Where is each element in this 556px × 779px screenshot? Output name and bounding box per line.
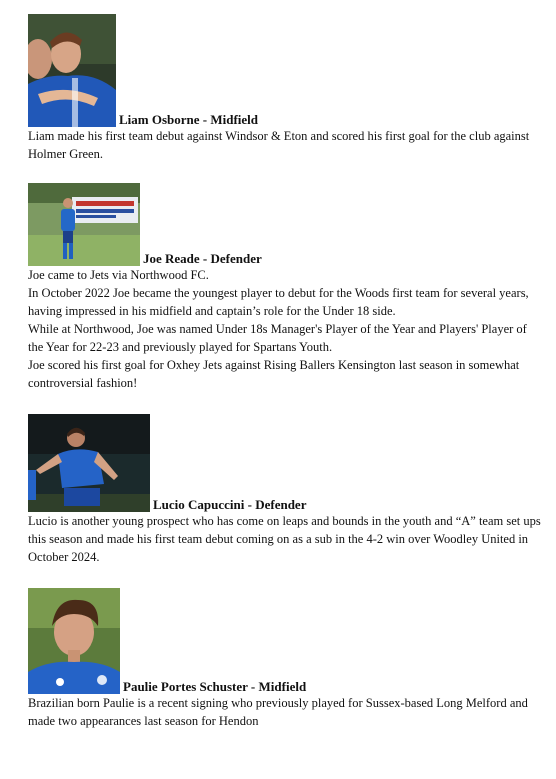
player-header — [28, 588, 542, 694]
player-lucio-capuccini — [28, 414, 542, 566]
player-paulie-portes-schuster — [28, 588, 542, 730]
bio-paragraph: In October 2022 Joe became the youngest player to debut for the Woods first team for several years, having impressed in his midfield and captain’s role for the Under 18 side. — [28, 286, 529, 318]
player-header — [28, 414, 542, 512]
bio-paragraph: Joe scored his first goal for Oxhey Jets against Rising Ballers Kensington last season in somewhat controversial fashion! — [28, 358, 520, 390]
player-name: Paulie Portes Schuster - Midfield — [123, 679, 307, 694]
player-bio — [28, 127, 542, 163]
bio-paragraph: Liam made his first team debut against Windsor & Eton and scored his first goal for the club against Holmer Green. — [28, 129, 530, 161]
player-header — [28, 14, 542, 127]
bio-paragraph: Lucio is another young prospect who has come on leaps and bounds in the youth and “A” team set ups this season and made his first team debut coming on as a sub in the 4-2 win over Woodley United in October 2024. — [28, 514, 541, 564]
player-name: Joe Reade - Defender — [143, 251, 262, 266]
bio-paragraph: While at Northwood, Joe was named Under 18s Manager's Player of the Year and Players' Player of the Year for 22-23 and previously played for Spartans Youth. — [28, 322, 527, 354]
player-name: Lucio Capuccini - Defender — [153, 497, 307, 512]
player-bio — [28, 266, 542, 392]
player-bio — [28, 512, 542, 566]
player-photo — [28, 588, 120, 694]
player-photo — [28, 414, 150, 512]
bio-paragraph: Joe came to Jets via Northwood FC. — [28, 268, 209, 282]
player-name: Liam Osborne - Midfield — [119, 112, 259, 127]
player-photo — [28, 14, 116, 127]
player-joe-reade — [28, 183, 542, 392]
player-liam-osborne — [28, 14, 542, 163]
player-header — [28, 183, 542, 266]
player-photo — [28, 183, 140, 266]
player-bio — [28, 694, 542, 730]
bio-paragraph: Brazilian born Paulie is a recent signing who previously played for Sussex-based Long Melford and made two appearances last season for Hendon — [28, 696, 528, 728]
